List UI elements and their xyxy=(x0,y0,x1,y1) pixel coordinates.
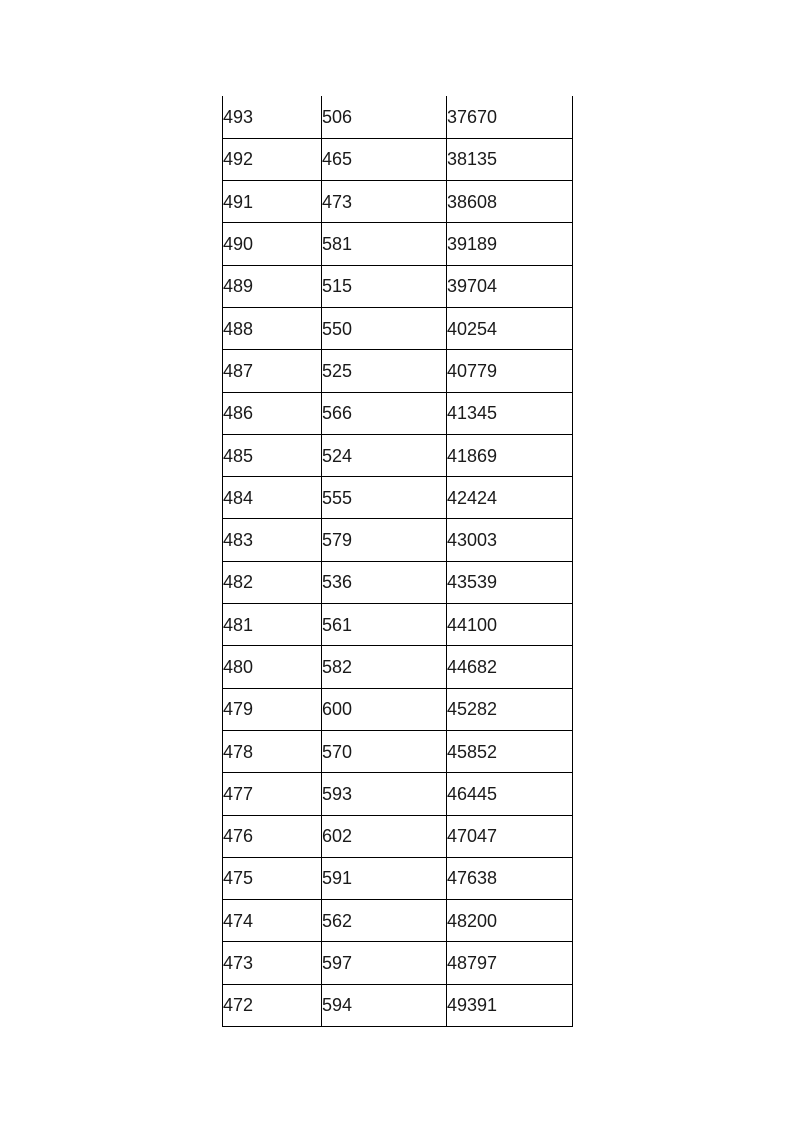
cumulative-cell: 48797 xyxy=(447,942,573,984)
table-row xyxy=(223,984,573,1026)
table-row xyxy=(223,688,573,730)
score-cell: 487 xyxy=(223,350,322,392)
score-cell: 488 xyxy=(223,307,322,349)
score-cell: 489 xyxy=(223,265,322,307)
count-cell: 594 xyxy=(322,984,447,1026)
table-row xyxy=(223,138,573,180)
count-cell: 579 xyxy=(322,519,447,561)
cumulative-cell: 37670 xyxy=(447,96,573,138)
table-row xyxy=(223,857,573,899)
cumulative-cell: 45852 xyxy=(447,730,573,772)
count-cell: 465 xyxy=(322,138,447,180)
cumulative-cell: 39704 xyxy=(447,265,573,307)
score-cell: 491 xyxy=(223,181,322,223)
cumulative-cell: 45282 xyxy=(447,688,573,730)
count-cell: 524 xyxy=(322,434,447,476)
count-cell: 602 xyxy=(322,815,447,857)
count-cell: 600 xyxy=(322,688,447,730)
cumulative-cell: 40254 xyxy=(447,307,573,349)
count-cell: 561 xyxy=(322,604,447,646)
score-cell: 476 xyxy=(223,815,322,857)
cumulative-cell: 43539 xyxy=(447,561,573,603)
cumulative-cell: 47047 xyxy=(447,815,573,857)
count-cell: 597 xyxy=(322,942,447,984)
count-cell: 515 xyxy=(322,265,447,307)
count-cell: 536 xyxy=(322,561,447,603)
score-cell: 479 xyxy=(223,688,322,730)
score-cell: 485 xyxy=(223,434,322,476)
cumulative-cell: 42424 xyxy=(447,477,573,519)
score-cell: 477 xyxy=(223,773,322,815)
cumulative-cell: 41345 xyxy=(447,392,573,434)
table-row xyxy=(223,646,573,688)
count-cell: 555 xyxy=(322,477,447,519)
score-cell: 490 xyxy=(223,223,322,265)
table-row xyxy=(223,434,573,476)
table-row xyxy=(223,773,573,815)
cumulative-cell: 46445 xyxy=(447,773,573,815)
count-cell: 591 xyxy=(322,857,447,899)
table-row xyxy=(223,477,573,519)
score-cell: 473 xyxy=(223,942,322,984)
score-cell: 486 xyxy=(223,392,322,434)
table-row xyxy=(223,96,573,138)
cumulative-cell: 38608 xyxy=(447,181,573,223)
count-cell: 582 xyxy=(322,646,447,688)
cumulative-cell: 39189 xyxy=(447,223,573,265)
table-row xyxy=(223,604,573,646)
count-cell: 570 xyxy=(322,730,447,772)
score-cell: 484 xyxy=(223,477,322,519)
table-row xyxy=(223,307,573,349)
score-distribution-table xyxy=(222,96,573,1027)
cumulative-cell: 47638 xyxy=(447,857,573,899)
score-cell: 478 xyxy=(223,730,322,772)
cumulative-cell: 40779 xyxy=(447,350,573,392)
cumulative-cell: 43003 xyxy=(447,519,573,561)
count-cell: 506 xyxy=(322,96,447,138)
table-row xyxy=(223,181,573,223)
cumulative-cell: 44682 xyxy=(447,646,573,688)
count-cell: 566 xyxy=(322,392,447,434)
count-cell: 473 xyxy=(322,181,447,223)
table-row xyxy=(223,561,573,603)
table-row xyxy=(223,350,573,392)
score-cell: 493 xyxy=(223,96,322,138)
score-cell: 480 xyxy=(223,646,322,688)
table-row xyxy=(223,942,573,984)
score-cell: 482 xyxy=(223,561,322,603)
table-row xyxy=(223,519,573,561)
score-cell: 483 xyxy=(223,519,322,561)
cumulative-cell: 38135 xyxy=(447,138,573,180)
score-cell: 474 xyxy=(223,900,322,942)
score-cell: 492 xyxy=(223,138,322,180)
cumulative-cell: 49391 xyxy=(447,984,573,1026)
cumulative-cell: 44100 xyxy=(447,604,573,646)
table-row xyxy=(223,730,573,772)
count-cell: 581 xyxy=(322,223,447,265)
table-row xyxy=(223,265,573,307)
table-row xyxy=(223,815,573,857)
cumulative-cell: 41869 xyxy=(447,434,573,476)
score-cell: 472 xyxy=(223,984,322,1026)
count-cell: 562 xyxy=(322,900,447,942)
table-row xyxy=(223,223,573,265)
cumulative-cell: 48200 xyxy=(447,900,573,942)
table-row xyxy=(223,900,573,942)
table-body xyxy=(223,96,573,1027)
score-cell: 481 xyxy=(223,604,322,646)
score-cell: 475 xyxy=(223,857,322,899)
count-cell: 593 xyxy=(322,773,447,815)
count-cell: 525 xyxy=(322,350,447,392)
count-cell: 550 xyxy=(322,307,447,349)
table-row xyxy=(223,392,573,434)
